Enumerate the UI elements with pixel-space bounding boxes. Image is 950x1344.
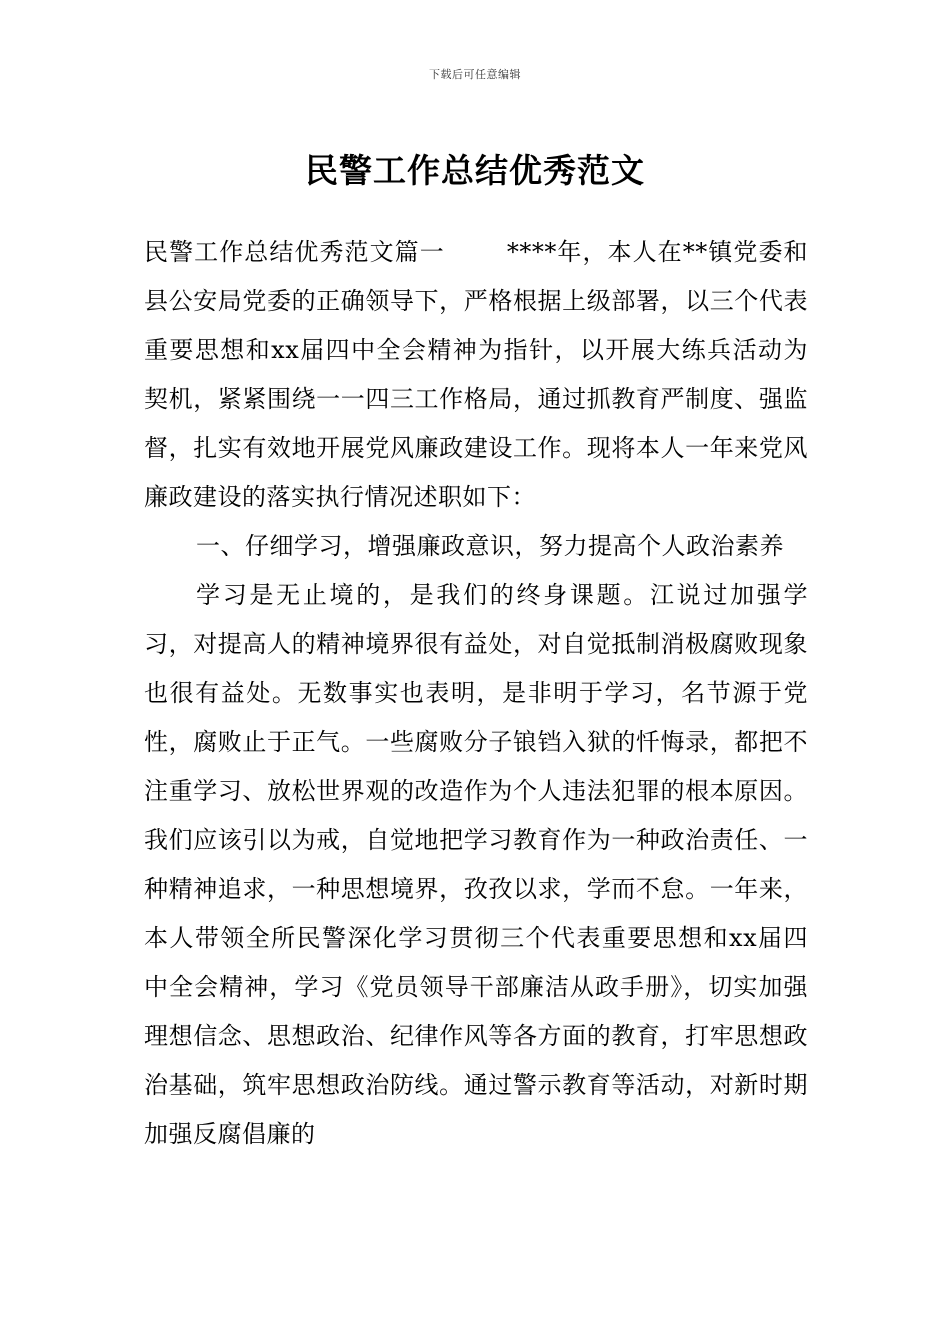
header-note: 下载后可任意编辑 (429, 68, 521, 81)
intro-paragraph (144, 228, 808, 522)
document-title: 民警工作总结优秀范文 (305, 151, 645, 191)
intro-label: 民警工作总结优秀范文篇一 (144, 238, 445, 266)
section-heading: 一、仔细学习，增强廉政意识，努力提高个人政治素养 (196, 532, 784, 560)
intro-text: ****年，本人在**镇党委和县公安局党委的正确领导下，严格根据上级部署，以三个代表重要思想和xx届四中全会精神为指针，以开展大练兵活动为契机，紧紧围绕一一四三工作格局，通过抓教育严制度、强监督，扎实有效地开展党风廉政建设工作。现将本人一年来党风廉政建设的落实执行情况述职如下： (144, 238, 809, 511)
document-body (144, 228, 808, 1159)
section-body-paragraph: 学习是无止境的，是我们的终身课题。江说过加强学习，对提高人的精神境界很有益处，对自觉抵制消极腐败现象也很有益处。无数事实也表明，是非明于学习，名节源于党性，腐败止于正气。一些腐败分子锒铛入狱的忏悔录，都把不注重学习、放松世界观的改造作为个人违法犯罪的根本原因。我们应该引以为戒，自觉地把学习教育作为一种政治责任、一种精神追求，一种思想境界，孜孜以求，学而不怠。一年来，本人带领全所民警深化学习贯彻三个代表重要思想和xx届四中全会精神，学习《党员领导干部廉洁从政手册》，切实加强理想信念、思想政治、纪律作风等各方面的教育，打牢思想政治基础，筑牢思想政治防线。通过警示教育等活动，对新时期加强反腐倡廉的 (144, 581, 808, 1148)
